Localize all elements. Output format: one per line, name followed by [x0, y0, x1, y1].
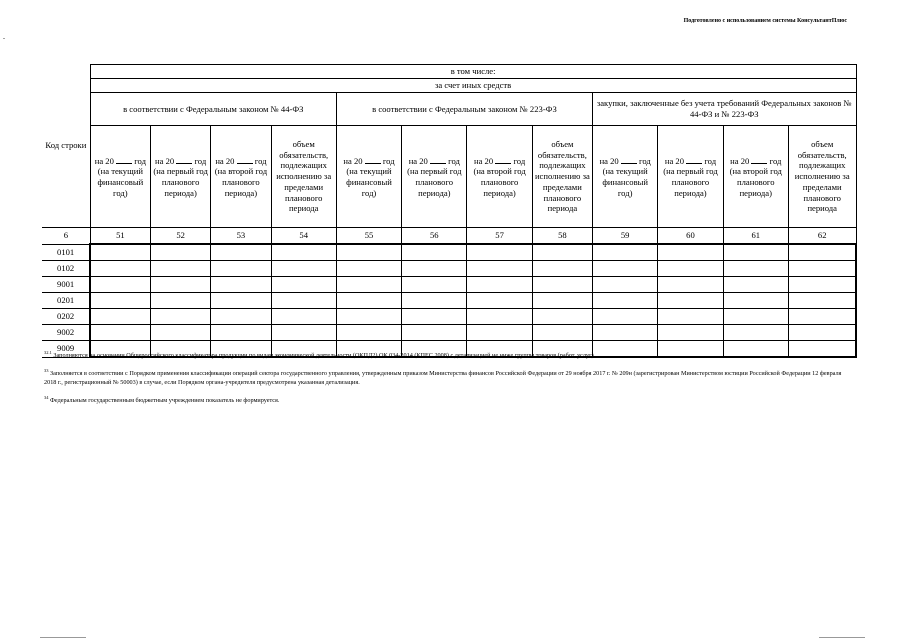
data-cell[interactable] — [336, 293, 401, 309]
data-cell[interactable] — [593, 261, 658, 277]
data-cell[interactable] — [151, 277, 211, 293]
table-row — [42, 309, 856, 325]
data-cell[interactable] — [593, 309, 658, 325]
table-row — [42, 277, 856, 293]
year-blank-line — [365, 155, 381, 164]
data-cell[interactable] — [211, 244, 271, 261]
data-cell[interactable] — [532, 277, 592, 293]
data-cell[interactable] — [90, 293, 150, 309]
data-cell[interactable] — [532, 261, 592, 277]
data-cell[interactable] — [788, 293, 856, 309]
data-cell[interactable] — [151, 293, 211, 309]
column-number: 52 — [151, 228, 211, 245]
data-cell[interactable] — [336, 325, 401, 341]
subheader-3-4 — [788, 126, 856, 228]
column-number: 51 — [90, 228, 150, 245]
data-cell[interactable] — [658, 309, 723, 325]
data-cell[interactable] — [532, 293, 592, 309]
data-cell[interactable] — [90, 244, 150, 261]
data-cell[interactable] — [271, 293, 336, 309]
footnote-text: Заполняются на основании Общероссийского классификатора продукции по видам экономической деятельности (ОКПД2) ОК 034-2014 (КПЕС 2008) с детализацией не ниже группы товаров (работ, услуг). — [53, 352, 596, 360]
subheader-year-prefix: на 20 — [730, 155, 750, 166]
footnote-text: Федеральным государственным бюджетным учреждением показатель не формируется. — [50, 397, 280, 405]
group-223fz-header: в соответствии с Федеральным законом № 223-ФЗ — [336, 93, 592, 126]
data-cell[interactable] — [658, 277, 723, 293]
data-cell[interactable] — [658, 261, 723, 277]
data-cell[interactable] — [788, 261, 856, 277]
group-44fz-header: в соответствии с Федеральным законом № 44-ФЗ — [90, 93, 336, 126]
subheader-text: год (на первый год планового периода) — [407, 155, 462, 198]
expenditure-table — [42, 64, 857, 358]
year-blank-line — [116, 155, 132, 164]
table-row — [42, 293, 856, 309]
footnote-mark: 33 — [44, 368, 49, 374]
data-cell[interactable] — [271, 309, 336, 325]
data-cell[interactable] — [723, 309, 788, 325]
row-code: 9001 — [42, 277, 90, 293]
footer-rule-right — [819, 637, 865, 638]
subheader-1-1 — [90, 126, 150, 228]
subheader-text: объем обязательств, подлежащих исполнению за пределами планового периода — [276, 138, 332, 214]
data-cell[interactable] — [467, 293, 532, 309]
column-number: 61 — [723, 228, 788, 245]
subheader-3-3 — [723, 126, 788, 228]
data-cell[interactable] — [532, 325, 592, 341]
data-cell[interactable] — [467, 277, 532, 293]
footnote-mark: 32.1 — [44, 350, 52, 355]
other-funds-header: за счет иных средств — [90, 79, 856, 93]
data-cell[interactable] — [593, 244, 658, 261]
subheader-3-1 — [593, 126, 658, 228]
footnote — [44, 350, 844, 361]
subheader-2-4 — [532, 126, 592, 228]
year-blank-line — [621, 155, 637, 164]
data-cell[interactable] — [90, 309, 150, 325]
subheader-text: год (на второй год планового периода) — [729, 155, 782, 198]
column-number: 56 — [402, 228, 467, 245]
data-cell[interactable] — [271, 261, 336, 277]
subheader-2-3 — [467, 126, 532, 228]
in-that-number-header: в том числе: — [90, 65, 856, 79]
data-cell[interactable] — [658, 293, 723, 309]
column-number: 59 — [593, 228, 658, 245]
row-code: 0202 — [42, 309, 90, 325]
footnote — [44, 395, 844, 406]
data-cell[interactable] — [271, 277, 336, 293]
subheader-year-prefix: на 20 — [94, 155, 114, 166]
column-number: 58 — [532, 228, 592, 245]
table-row — [42, 261, 856, 277]
column-number: 62 — [788, 228, 856, 245]
data-cell[interactable] — [723, 325, 788, 341]
row-code: 0201 — [42, 293, 90, 309]
data-cell[interactable] — [532, 309, 592, 325]
row-code: 0101 — [42, 244, 90, 261]
year-blank-line — [237, 155, 253, 164]
data-cell[interactable] — [336, 277, 401, 293]
data-cell[interactable] — [788, 277, 856, 293]
data-cell[interactable] — [593, 277, 658, 293]
group-other-header: закупки, заключенные без учета требований Федеральных законов № 44-ФЗ и № 223-ФЗ — [593, 93, 856, 126]
footnote-mark: 34 — [44, 395, 49, 401]
subheader-text: год (на текущий финансовый год) — [97, 155, 146, 198]
data-cell[interactable] — [723, 261, 788, 277]
data-cell[interactable] — [402, 261, 467, 277]
subheader-text: год (на первый год планового периода) — [153, 155, 208, 198]
column-number: 60 — [658, 228, 723, 245]
row-code: 9009 — [42, 341, 90, 358]
subheader-text: год (на второй год планового периода) — [214, 155, 268, 198]
subheader-year-prefix: на 20 — [408, 155, 428, 166]
row-code: 0102 — [42, 261, 90, 277]
subheader-year-prefix: на 20 — [155, 155, 175, 166]
data-cell[interactable] — [467, 261, 532, 277]
data-cell[interactable] — [593, 293, 658, 309]
data-cell[interactable] — [211, 261, 271, 277]
subheader-text: объем обязательств, подлежащих исполнению за пределами планового периода — [534, 138, 590, 214]
data-cell[interactable] — [658, 325, 723, 341]
data-cell[interactable] — [336, 244, 401, 261]
data-cell[interactable] — [211, 309, 271, 325]
year-blank-line — [751, 155, 767, 164]
data-cell[interactable] — [90, 277, 150, 293]
subheader-year-prefix: на 20 — [599, 155, 619, 166]
data-cell[interactable] — [211, 293, 271, 309]
data-cell[interactable] — [532, 244, 592, 261]
subheader-text: год (на текущий финансовый год) — [602, 155, 651, 198]
data-cell[interactable] — [151, 244, 211, 261]
subheader-text: год (на второй год планового периода) — [473, 155, 526, 198]
data-cell[interactable] — [402, 325, 467, 341]
data-cell[interactable] — [402, 293, 467, 309]
year-blank-line — [495, 155, 511, 164]
subheader-2-1 — [336, 126, 401, 228]
kod-header: Код строки — [42, 65, 90, 228]
subheader-year-prefix: на 20 — [474, 155, 494, 166]
data-cell[interactable] — [723, 277, 788, 293]
column-number: 53 — [211, 228, 271, 245]
subheader-3-2 — [658, 126, 723, 228]
subheader-text: год (на первый год планового периода) — [663, 155, 718, 198]
data-cell[interactable] — [467, 309, 532, 325]
data-cell[interactable] — [788, 309, 856, 325]
column-number: 6 — [42, 228, 90, 245]
subheader-text: год (на текущий финансовый год) — [346, 155, 395, 198]
data-cell[interactable] — [467, 244, 532, 261]
data-cell[interactable] — [271, 244, 336, 261]
data-cell[interactable] — [788, 244, 856, 261]
year-blank-line — [176, 155, 192, 164]
subheader-year-prefix: на 20 — [343, 155, 363, 166]
data-cell[interactable] — [467, 325, 532, 341]
data-cell[interactable] — [90, 261, 150, 277]
subheader-1-2 — [151, 126, 211, 228]
column-number: 57 — [467, 228, 532, 245]
header-note: Подготовлено с использованием системы КонсультантПлюс — [683, 18, 847, 24]
subheader-year-prefix: на 20 — [664, 155, 685, 166]
footnote-text: Заполняется в соответствии с Порядком применения классификации операций сектора государственного управления, утвержденным приказом Министерства финансов Российской Федерации от 29 ноября 2017 г. № 209н (зарегистрирован Министерством юстиции Российской Федерации 12 февраля 2018 г., регистрационный № 50003) в случае, если Порядком органа-учредителя предусмотрена указанная детализация. — [44, 370, 842, 387]
footer-rule-left — [40, 637, 86, 638]
column-number: 54 — [271, 228, 336, 245]
table-row — [42, 325, 856, 341]
subheader-text: объем обязательств, подлежащих исполнению за пределами планового периода — [794, 138, 850, 214]
subheader-2-2 — [402, 126, 467, 228]
data-cell[interactable] — [788, 325, 856, 341]
data-cell[interactable] — [151, 325, 211, 341]
footnote — [44, 368, 844, 388]
data-cell[interactable] — [402, 244, 467, 261]
data-cell[interactable] — [211, 325, 271, 341]
data-cell[interactable] — [658, 244, 723, 261]
subheader-1-4 — [271, 126, 336, 228]
data-cell[interactable] — [593, 325, 658, 341]
footnotes — [44, 350, 844, 413]
data-cell[interactable] — [151, 261, 211, 277]
data-cell[interactable] — [90, 325, 150, 341]
data-cell[interactable] — [336, 309, 401, 325]
data-cell[interactable] — [402, 309, 467, 325]
data-cell[interactable] — [723, 293, 788, 309]
data-cell[interactable] — [723, 244, 788, 261]
corner-mark: . — [3, 32, 5, 41]
column-number: 55 — [336, 228, 401, 245]
data-cell[interactable] — [402, 277, 467, 293]
table-row — [42, 244, 856, 261]
subheader-1-3 — [211, 126, 271, 228]
data-cell[interactable] — [336, 261, 401, 277]
subheader-year-prefix: на 20 — [215, 155, 235, 166]
data-cell[interactable] — [211, 277, 271, 293]
year-blank-line — [686, 155, 702, 164]
year-blank-line — [430, 155, 446, 164]
row-code: 9002 — [42, 325, 90, 341]
data-cell[interactable] — [271, 325, 336, 341]
data-cell[interactable] — [151, 309, 211, 325]
